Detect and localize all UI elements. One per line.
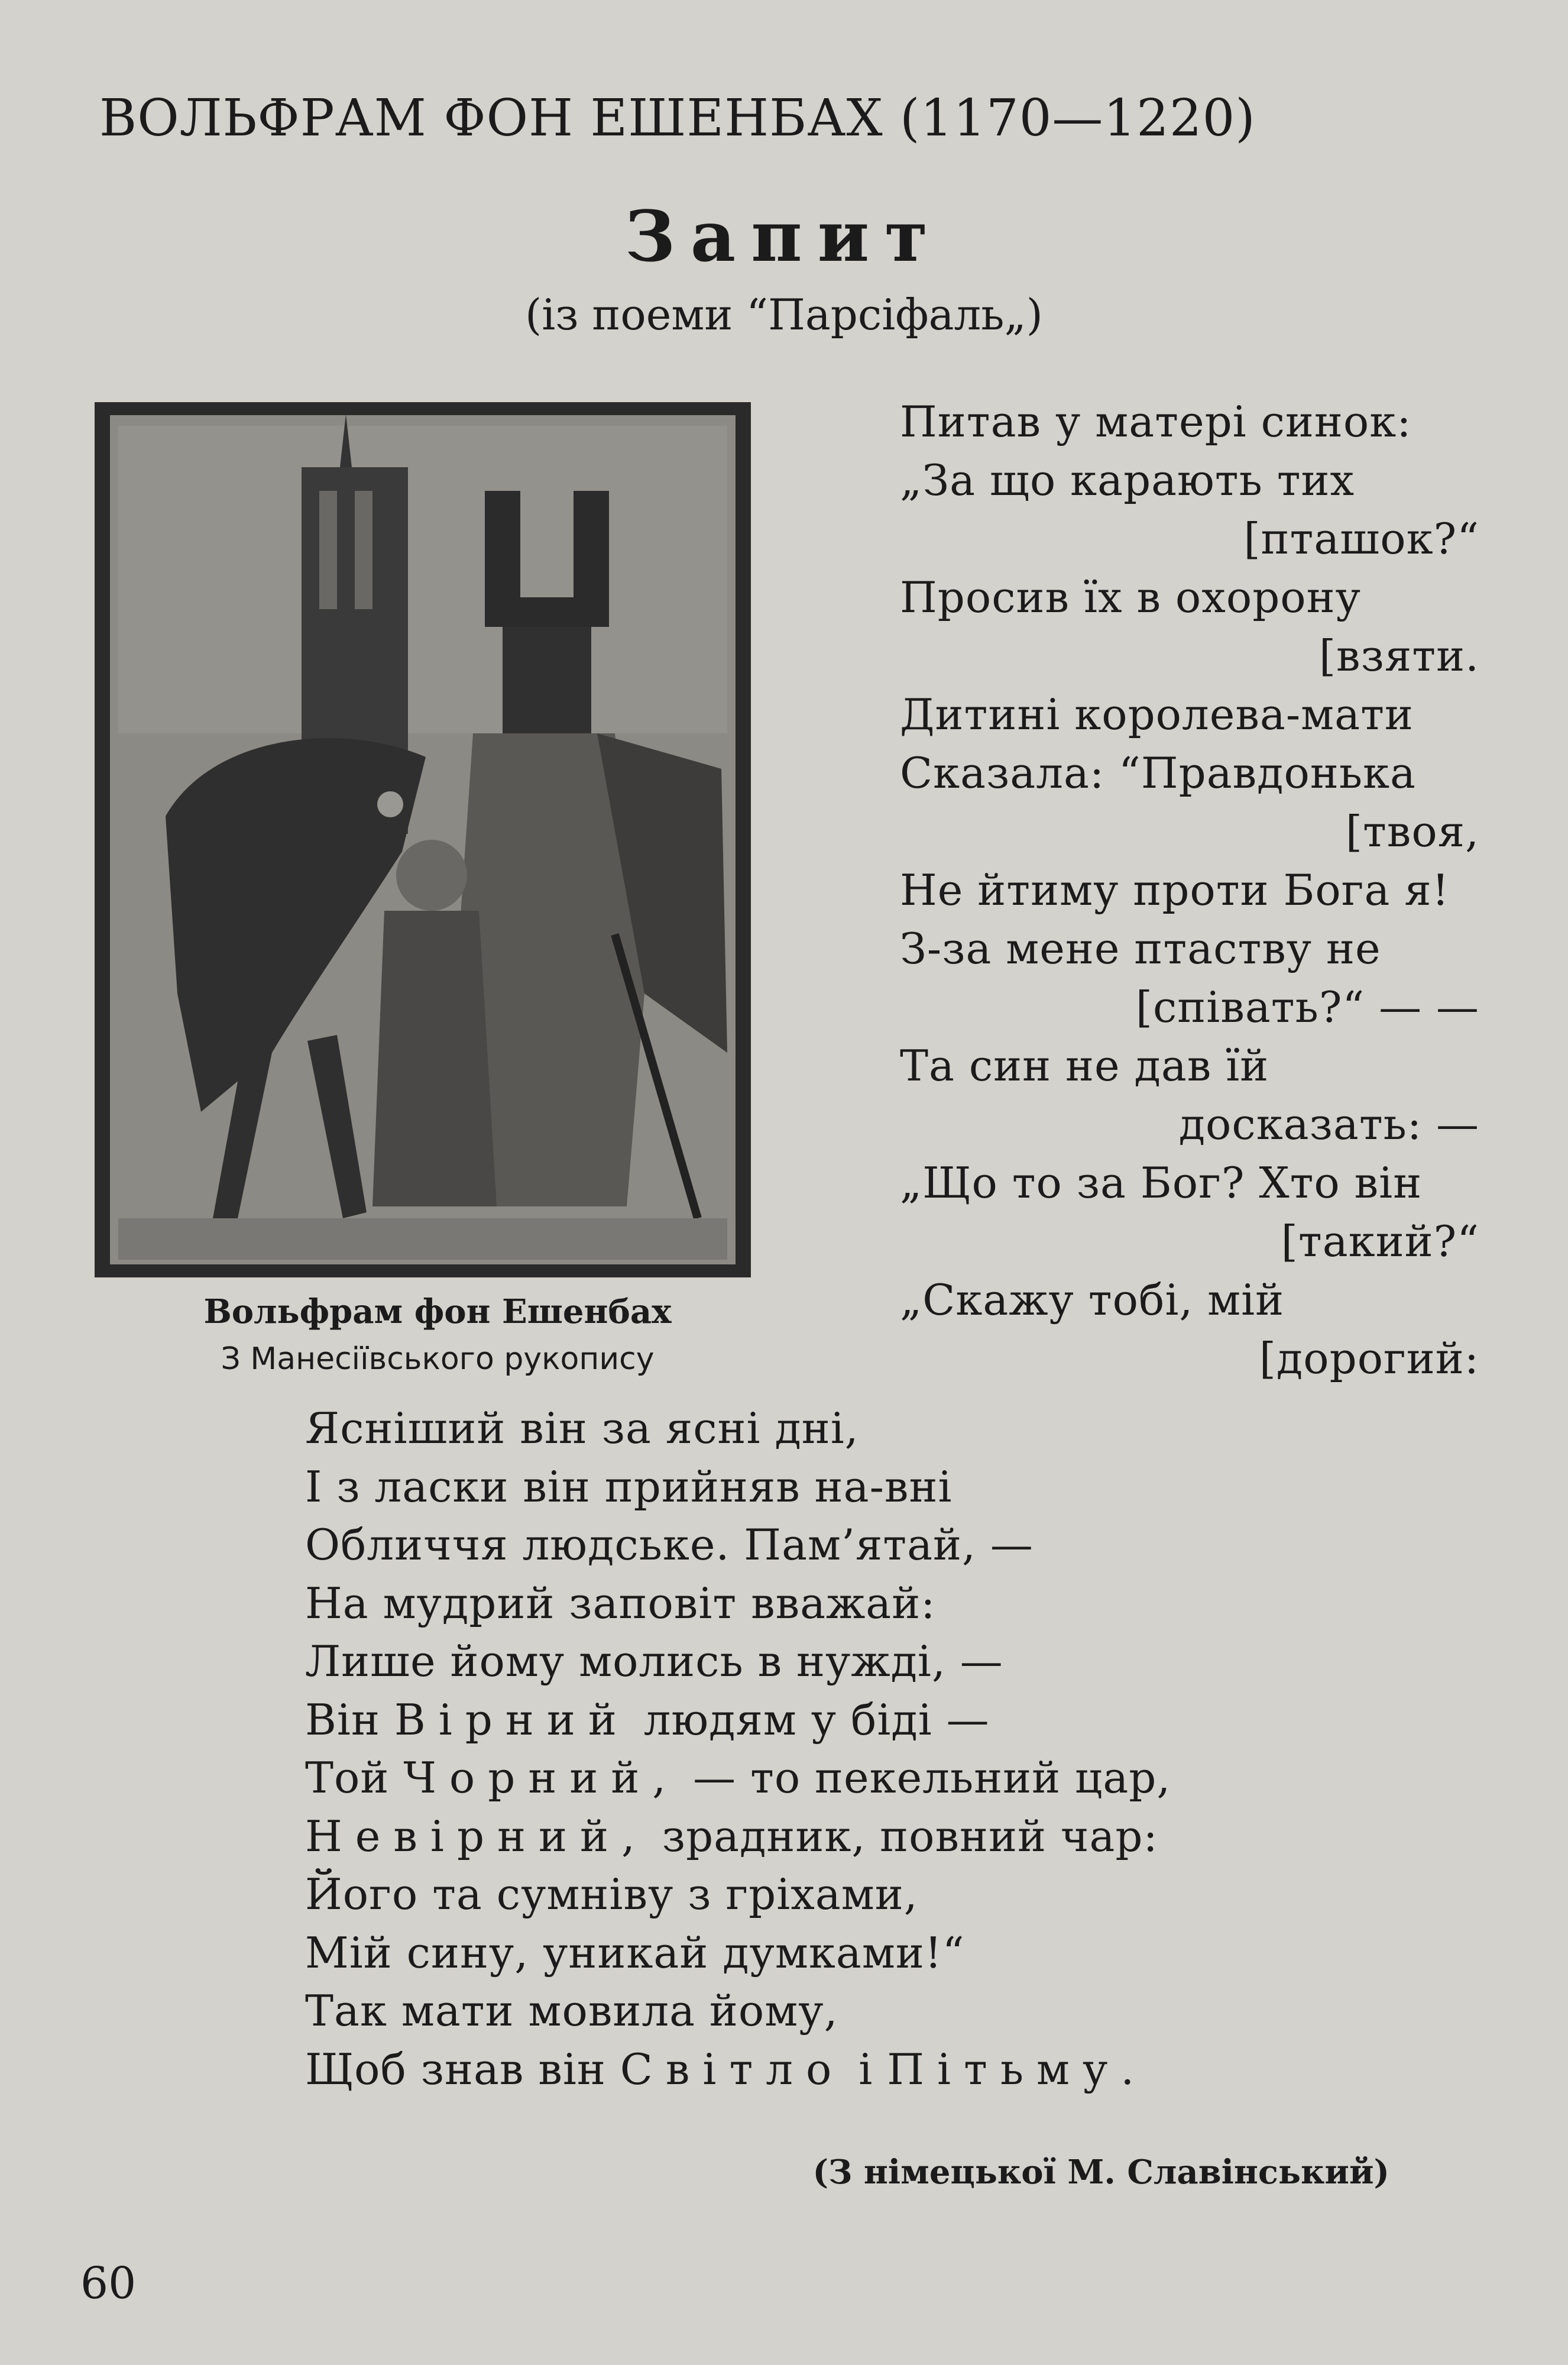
manuscript-illustration — [95, 402, 751, 1277]
verse-line: Лише йому молись в нужді, — — [305, 1636, 1003, 1686]
verse-word-spaced: Вірний — [394, 1694, 630, 1745]
caption-line-1: Вольфрам фон Ешенбах — [203, 1292, 672, 1331]
verse-line: На мудрий заповіт вважай: — [305, 1578, 936, 1628]
knight-helmet — [503, 627, 591, 733]
verse-line: Мій сину, уникай думками!“ — [305, 1927, 965, 1978]
verse-line: З-за мене птаству не — [900, 924, 1381, 973]
verse-line-continuation: досказать: — — [1178, 1099, 1479, 1149]
caption-line-2: З Манесіївського рукопису — [221, 1341, 655, 1377]
verse-line: „За що карають тих — [900, 455, 1355, 505]
verse-line-continuation: [твоя, — [1345, 807, 1479, 856]
page-header: ВОЛЬФРАМ ФОН ЕШЕНБАХ (1170—1220) — [99, 89, 1256, 148]
verse-line: Так мати мовила йому, — [305, 1986, 838, 2036]
child-figure — [396, 840, 467, 911]
verse-line-continuation: [дорогий: — [1259, 1334, 1479, 1383]
verse-line-continuation: [пташок?“ — [1243, 514, 1479, 564]
illustration-drawing — [95, 402, 751, 1277]
verse-word: Щоб знав він — [305, 2044, 606, 2094]
verse-line: Його та сумніву з гріхами, — [305, 1869, 918, 1919]
illustration-caption — [71, 1288, 804, 1383]
verse-word-spaced: Пітьму. — [887, 2044, 1148, 2094]
verse-word: людям у біді — — [643, 1694, 990, 1745]
verse-line: Обличчя людське. Пам’ятай, — — [305, 1520, 1034, 1570]
verse-word: Він — [305, 1694, 380, 1745]
verse-line — [305, 1749, 1488, 1807]
verse-line: Не йтиму проти Бога я! — [900, 865, 1450, 915]
verse-line: І з ласки він прийняв на-вні — [305, 1461, 953, 1512]
poem-subtitle: (із поеми “Парсіфаль„) — [525, 290, 1043, 339]
verse-line: „Що то за Бог? Хто він — [900, 1158, 1423, 1208]
verse-word-spaced: Невірний, — [305, 1811, 648, 1861]
verse-line-continuation: [такий?“ — [1281, 1217, 1479, 1266]
verse-line-continuation: [взяти. — [1318, 631, 1479, 681]
verse-word-spaced: Світло — [620, 2044, 845, 2094]
verse-line-continuation: [співать?“ — — — [1135, 982, 1479, 1032]
poem-bottom-column — [305, 1399, 1488, 2098]
verse-line: Ясніший він за ясні дні, — [305, 1403, 859, 1453]
verse-line: Питав у матері синок: — [900, 397, 1412, 447]
verse-line: Просив їх в охорону — [900, 572, 1361, 622]
verse-word: зрадник, повний чар: — [662, 1811, 1158, 1861]
verse-line — [305, 1807, 1488, 1866]
verse-word-spaced: Чорний, — [403, 1753, 679, 1803]
poem-right-column — [900, 393, 1479, 1388]
verse-word: — то пекельний цар, — [693, 1753, 1171, 1803]
verse-line: Дитині королева-мати — [900, 690, 1414, 739]
verse-line — [305, 1691, 1488, 1749]
verse-word: Той — [305, 1753, 390, 1803]
page-number: 60 — [80, 2258, 137, 2309]
verse-line — [305, 2040, 1488, 2099]
verse-line: „Скажу тобі, мій — [900, 1275, 1285, 1325]
translator-attribution: (З німецької М. Славінський) — [812, 2153, 1389, 2192]
verse-line: Сказала: “Правдонька — [900, 748, 1416, 798]
verse-word: і — [858, 2044, 873, 2094]
poem-title: Запит — [624, 195, 944, 277]
verse-line: Та син не дав їй — [900, 1041, 1269, 1091]
